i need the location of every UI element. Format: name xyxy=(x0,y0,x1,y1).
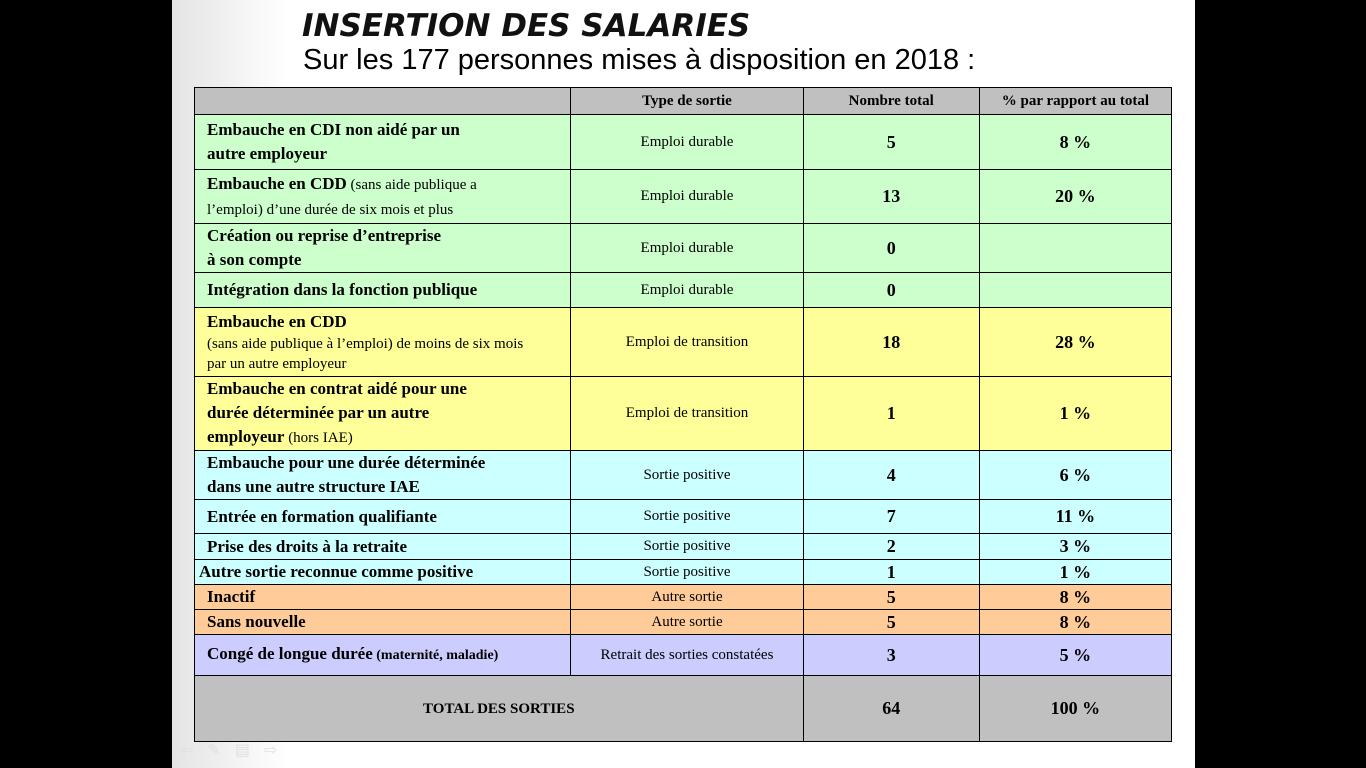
row-type: Sortie positive xyxy=(571,534,803,560)
table-row xyxy=(195,170,1172,224)
row-type: Autre sortie xyxy=(571,585,803,610)
row-count: 1 xyxy=(803,377,979,451)
header-type: Type de sortie xyxy=(571,88,803,115)
row-label: Prise des droits à la retraite xyxy=(195,534,571,560)
row-count: 0 xyxy=(803,273,979,308)
header-percent: % par rapport au total xyxy=(979,88,1171,115)
row-label xyxy=(195,308,571,377)
row-type: Emploi durable xyxy=(571,273,803,308)
row-count: 13 xyxy=(803,170,979,224)
next-arrow-icon[interactable]: ⇨ xyxy=(263,740,292,759)
row-type: Emploi de transition xyxy=(571,377,803,451)
row-label xyxy=(195,170,571,224)
row-percent: 1 % xyxy=(979,560,1171,585)
row-percent: 20 % xyxy=(979,170,1171,224)
row-type: Retrait des sorties constatées xyxy=(571,635,803,676)
row-count: 2 xyxy=(803,534,979,560)
slide-subtitle: Sur les 177 personnes mises à disposition en 2018 : xyxy=(303,44,976,76)
table-row xyxy=(195,273,1172,308)
row-label: Autre sortie reconnue comme positive xyxy=(195,560,571,585)
row-label xyxy=(195,635,571,676)
row-percent: 11 % xyxy=(979,500,1171,534)
slideshow-nav[interactable] xyxy=(180,740,291,759)
slide-title: INSERTION DES SALARIES xyxy=(302,8,751,44)
row-count: 0 xyxy=(803,224,979,273)
table-row xyxy=(195,635,1172,676)
label-note: (sans aide publique a xyxy=(346,177,477,193)
row-percent: 1 % xyxy=(979,377,1171,451)
row-label xyxy=(195,451,571,500)
row-label: Sans nouvelle xyxy=(195,610,571,635)
label-line: à son compte xyxy=(207,250,302,269)
header-label xyxy=(195,88,571,115)
total-count: 64 xyxy=(803,676,979,742)
label-note: (maternité, maladie) xyxy=(372,648,499,663)
prev-arrow-icon[interactable]: ⇦ xyxy=(180,740,208,759)
table-row xyxy=(195,451,1172,500)
row-type: Emploi durable xyxy=(571,115,803,170)
row-label xyxy=(195,377,571,451)
row-count: 3 xyxy=(803,635,979,676)
label-line: durée déterminée par un autre xyxy=(207,403,430,422)
row-type: Emploi durable xyxy=(571,170,803,224)
row-count: 5 xyxy=(803,610,979,635)
label-line: Embauche en CDD xyxy=(207,174,347,193)
row-percent: 28 % xyxy=(979,308,1171,377)
table-row xyxy=(195,115,1172,170)
table-row xyxy=(195,560,1172,585)
table-row xyxy=(195,308,1172,377)
row-label: Intégration dans la fonction publique xyxy=(195,273,571,308)
total-label: TOTAL DES SORTIES xyxy=(195,676,804,742)
slide xyxy=(172,0,1195,768)
pen-icon[interactable]: ✎ xyxy=(207,740,235,759)
row-count: 7 xyxy=(803,500,979,534)
row-count: 1 xyxy=(803,560,979,585)
row-count: 4 xyxy=(803,451,979,500)
label-line: Embauche pour une durée déterminée xyxy=(207,453,486,472)
label-line: Embauche en CDI non aidé par un xyxy=(207,120,460,139)
row-label xyxy=(195,224,571,273)
row-percent: 8 % xyxy=(979,610,1171,635)
label-line: autre employeur xyxy=(207,144,328,163)
row-type: Emploi de transition xyxy=(571,308,803,377)
row-percent: 8 % xyxy=(979,585,1171,610)
row-label xyxy=(195,115,571,170)
table-row xyxy=(195,377,1172,451)
label-line: Congé de longue durée xyxy=(207,644,373,663)
label-line: employeur xyxy=(207,427,285,446)
row-percent: 3 % xyxy=(979,534,1171,560)
row-type: Sortie positive xyxy=(571,500,803,534)
table-row xyxy=(195,224,1172,273)
row-label: Inactif xyxy=(195,585,571,610)
row-type: Sortie positive xyxy=(571,451,803,500)
table-row xyxy=(195,534,1172,560)
total-row xyxy=(195,676,1172,742)
label-note: (sans aide publique à l’emploi) de moins de six mois par un autre employeur xyxy=(207,335,524,372)
label-line: Embauche en CDD xyxy=(207,311,347,331)
label-note: l’emploi) d’une durée de six mois et plus xyxy=(207,202,454,218)
table-row xyxy=(195,500,1172,534)
label-line: Création ou reprise d’entreprise xyxy=(207,226,442,245)
row-type: Emploi durable xyxy=(571,224,803,273)
row-type: Autre sortie xyxy=(571,610,803,635)
header-count: Nombre total xyxy=(803,88,979,115)
row-percent xyxy=(979,273,1171,308)
label-line: Embauche en contrat aidé pour une xyxy=(207,379,467,398)
table-header-row xyxy=(195,88,1172,115)
row-count: 18 xyxy=(803,308,979,377)
row-percent: 5 % xyxy=(979,635,1171,676)
row-percent: 8 % xyxy=(979,115,1171,170)
label-note: (hors IAE) xyxy=(284,430,353,446)
menu-icon[interactable]: ▤ xyxy=(234,740,264,759)
row-percent xyxy=(979,224,1171,273)
table-row xyxy=(195,585,1172,610)
row-percent: 6 % xyxy=(979,451,1171,500)
row-count: 5 xyxy=(803,115,979,170)
row-count: 5 xyxy=(803,585,979,610)
label-line: dans une autre structure IAE xyxy=(207,477,420,496)
exits-table xyxy=(194,87,1172,742)
row-label: Entrée en formation qualifiante xyxy=(195,500,571,534)
total-percent: 100 % xyxy=(979,676,1171,742)
row-type: Sortie positive xyxy=(571,560,803,585)
table-row xyxy=(195,610,1172,635)
